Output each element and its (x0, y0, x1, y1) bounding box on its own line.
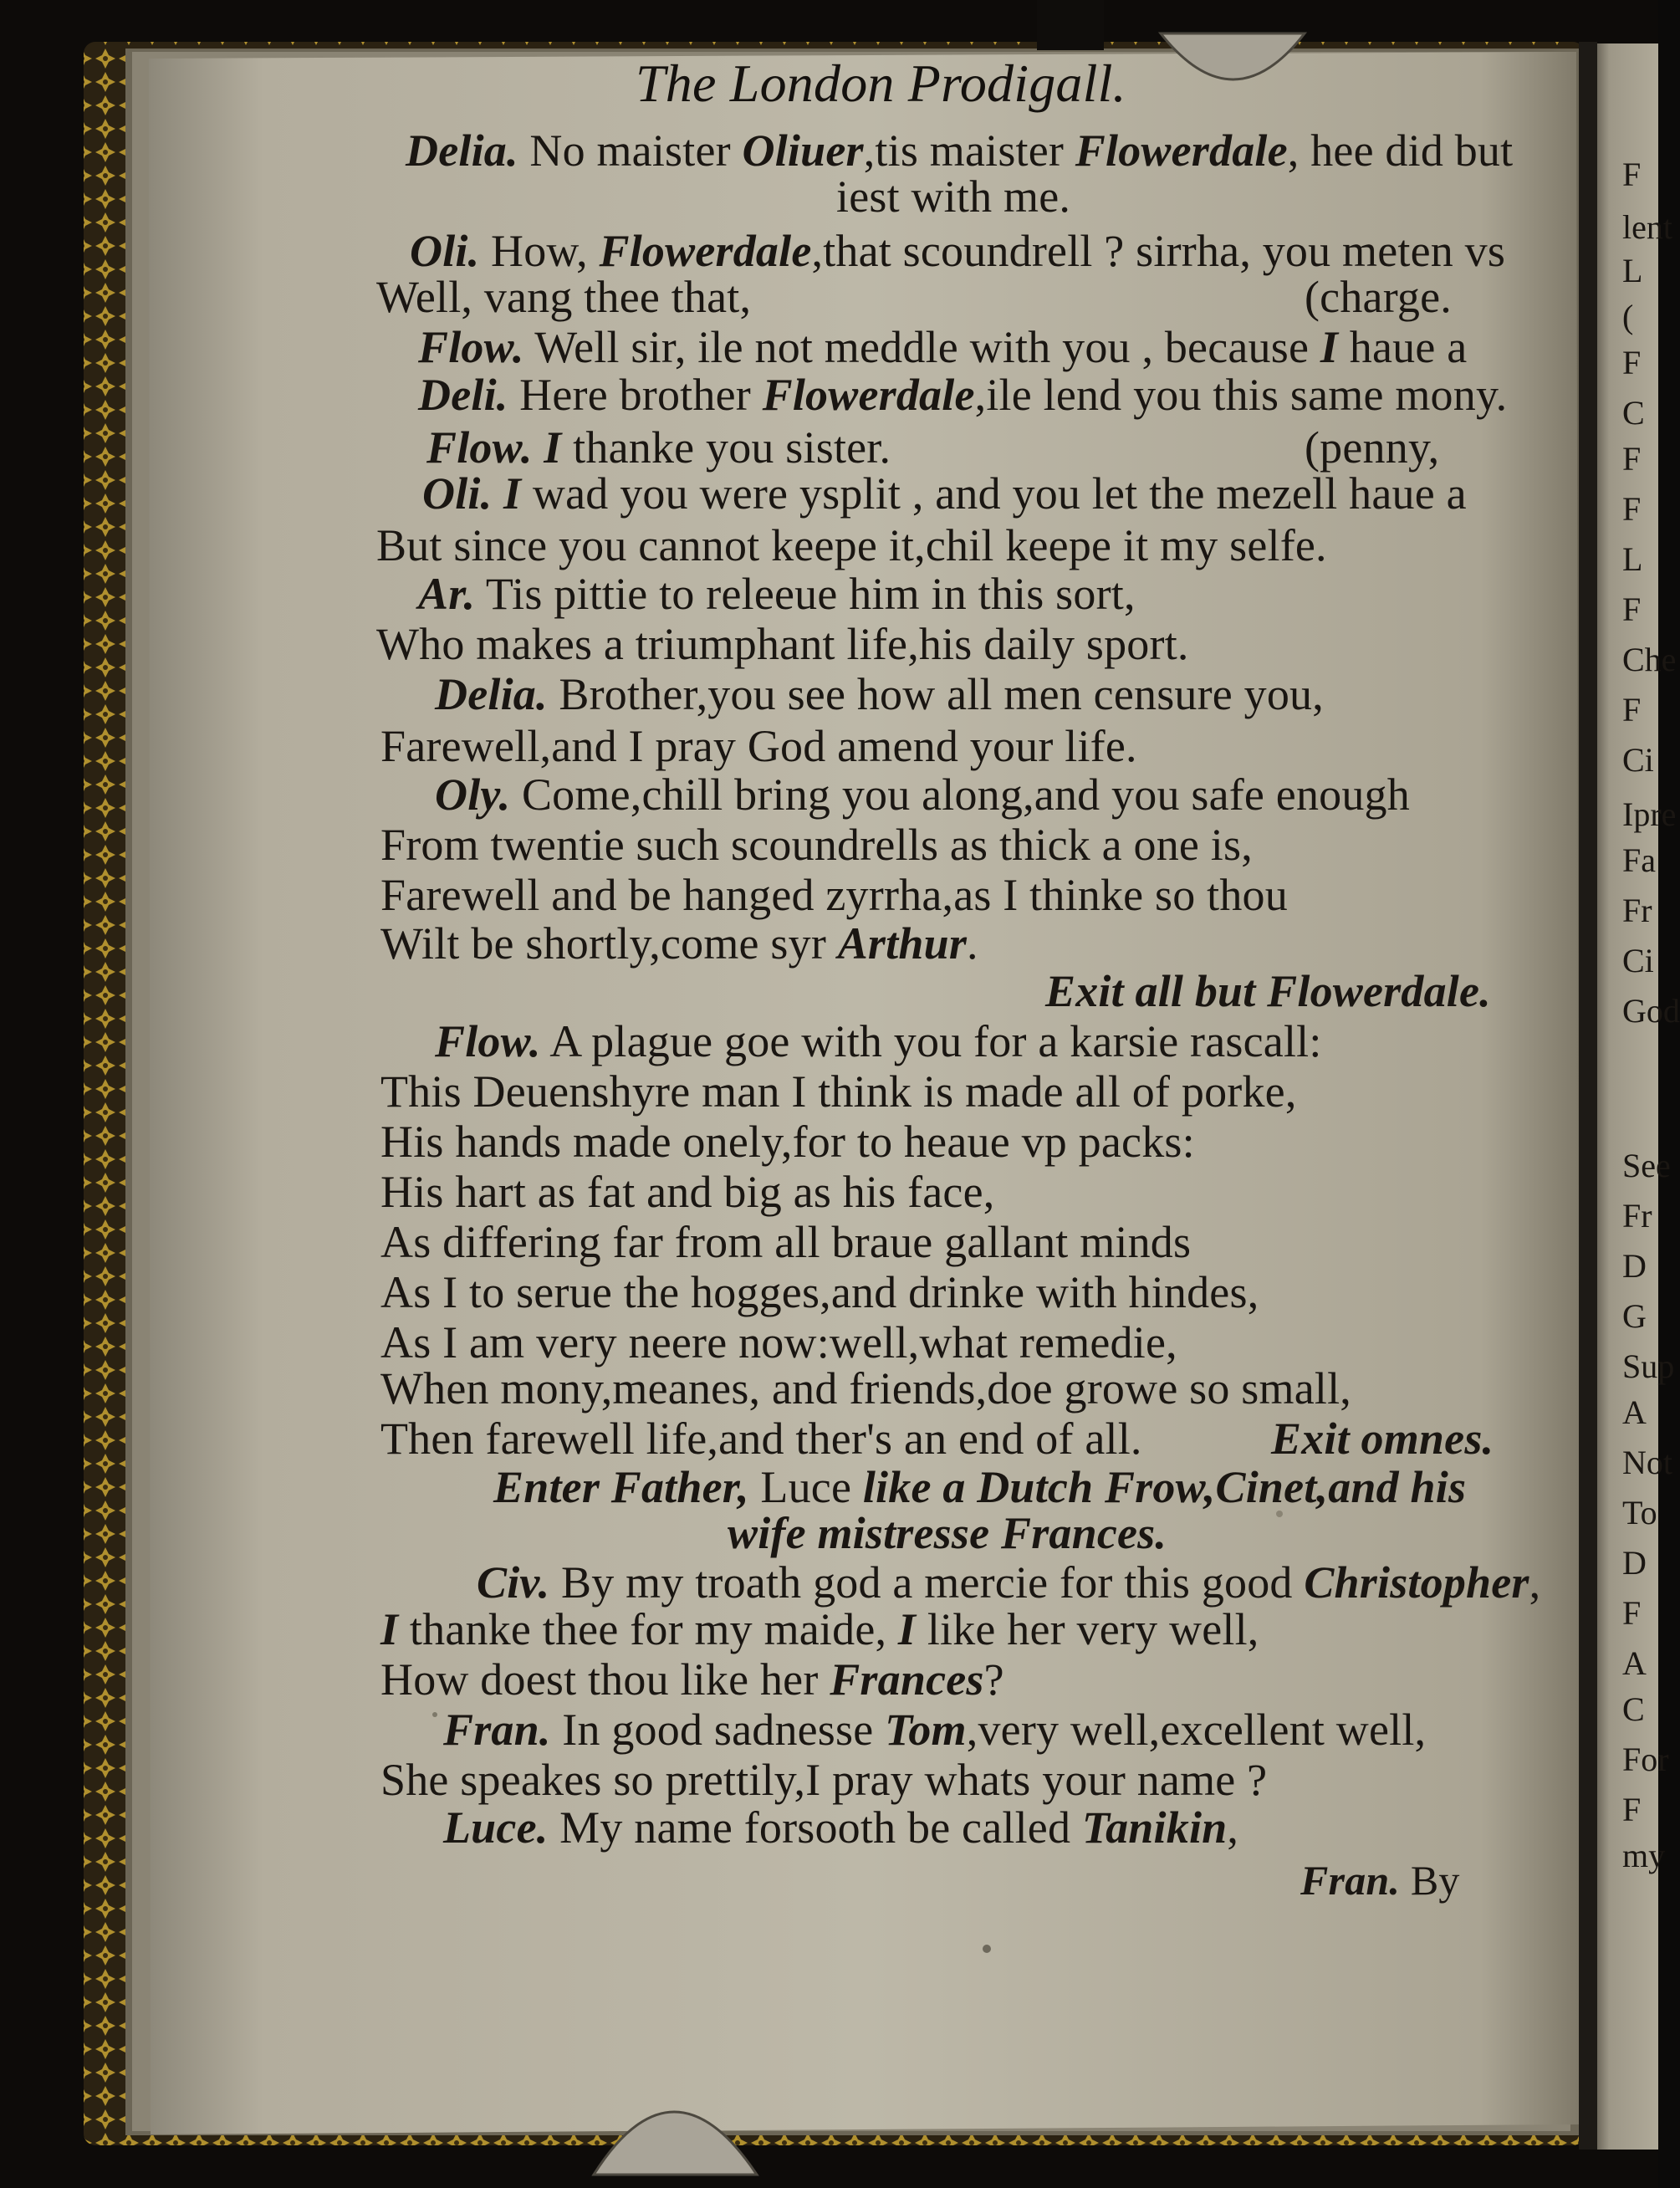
roman-text: My name forsooth be called (548, 1802, 1082, 1853)
text-line (380, 1066, 1297, 1117)
italic-text: like a Dutch Frow,Cinet,and his (851, 1462, 1467, 1512)
italic-text: I (380, 1604, 399, 1654)
roman-text: How, (479, 226, 600, 276)
roman-text: thanke you sister. (561, 422, 891, 473)
text-line (836, 171, 1070, 222)
roman-text: In good sadnesse (550, 1705, 886, 1755)
text-line (380, 1117, 1195, 1167)
catchword (1300, 1855, 1460, 1905)
italic-text: Arthur (837, 918, 968, 969)
roman-text: thanke thee for my maide, (398, 1604, 898, 1654)
stage-direction: Exit omnes. (1271, 1414, 1494, 1464)
roman-text: Who makes a triumphant life,his daily sport. (376, 619, 1189, 669)
speaker-name: Fran. (443, 1705, 551, 1755)
text-line (380, 1414, 1142, 1464)
roman-text: When mony,meanes, and friends,doe growe so small, (380, 1363, 1351, 1414)
margin-fragment: my (1622, 1837, 1666, 1874)
text-line (435, 1016, 1322, 1066)
roman-text: No maister (518, 125, 743, 176)
roman-text: iest with me. (836, 171, 1071, 222)
text-line (380, 1167, 994, 1217)
margin-fragment: F (1622, 1791, 1642, 1828)
roman-text: As I am very neere now:well,what remedie, (380, 1317, 1177, 1368)
speaker-name: Ar. (418, 569, 476, 619)
margin-fragment: Che (1622, 641, 1677, 678)
margin-fragment: F (1622, 691, 1642, 728)
text-line (380, 1604, 1259, 1654)
speaker-name: Civ. (477, 1557, 550, 1608)
italic-text: Flowerdale (762, 370, 975, 420)
speaker-name: Flow. (435, 1016, 541, 1066)
text-line (435, 669, 1324, 719)
text-line (406, 125, 1513, 176)
roman-text: A plague goe with you for a karsie rascall: (540, 1016, 1322, 1066)
margin-fragment: For (1622, 1741, 1669, 1778)
margin-fragment: Ci (1622, 741, 1654, 779)
text-line (418, 322, 1467, 372)
roman-text: But since you cannot keepe it,chil keepe it my selfe. (376, 520, 1327, 570)
italic-text: Enter Father, (493, 1462, 761, 1512)
turnover-text: (charge. (1305, 272, 1452, 322)
roman-text: From twentie such scoundrells as thick a one is, (380, 820, 1253, 870)
italic-text: Exit all but Flowerdale. (1045, 966, 1491, 1016)
roman-text: Wilt be shortly,come syr (380, 918, 838, 969)
italic-text: I (503, 468, 522, 519)
margin-fragment: See (1622, 1147, 1671, 1184)
text-line (376, 619, 1189, 669)
roman-text: How doest thou like her (380, 1654, 830, 1705)
text-line (380, 918, 978, 969)
text-line (426, 422, 891, 473)
roman-text: Here brother (508, 370, 763, 420)
italic-text: I (1320, 322, 1339, 372)
roman-text: Brother,you see how all men censure you, (547, 669, 1324, 719)
margin-fragment: A (1622, 1644, 1647, 1682)
roman-text: ? (983, 1654, 1004, 1705)
text-line (380, 1654, 1004, 1705)
speaker-name: Oli. (410, 226, 480, 276)
roman-text: Come,chill bring you along,and you safe enough (510, 769, 1410, 820)
text-line (410, 226, 1505, 276)
margin-fragment: G (1622, 1297, 1647, 1335)
roman-text: , (1529, 1557, 1541, 1608)
italic-text: Flowerdale (1075, 125, 1288, 176)
italic-text: Flowerdale (599, 226, 812, 276)
margin-fragment: ( (1622, 298, 1634, 335)
speaker-name: Oly. (435, 769, 511, 820)
italic-text: Christopher (1304, 1557, 1529, 1608)
roman-text: ,ile lend you this same mony. (974, 370, 1508, 420)
speaker-name: Flow. (418, 322, 524, 372)
catchword-speaker: Fran. (1300, 1857, 1401, 1904)
roman-text: As differing far from all braue gallant minds (380, 1217, 1192, 1267)
speaker-name: Delia. (406, 125, 518, 176)
italic-text: Tanikin (1081, 1802, 1228, 1853)
roman-text: , hee did but (1287, 125, 1514, 176)
text-line (380, 1217, 1191, 1267)
margin-fragment: Not (1622, 1444, 1672, 1481)
text-line (418, 569, 1136, 619)
roman-text: His hands made onely,for to heaue vp packs: (380, 1117, 1195, 1167)
speaker-name: Oli. (422, 468, 493, 519)
text-line (443, 1705, 1426, 1755)
italic-text: Frances (830, 1654, 984, 1705)
italic-text: Oliuer (742, 125, 864, 176)
roman-text: Farewell,and I pray God amend your life. (380, 721, 1137, 771)
margin-fragment: L (1622, 252, 1643, 289)
roman-text: Then farewell life,and ther's an end of all. (380, 1414, 1142, 1464)
margin-fragment: Ci (1622, 942, 1654, 979)
roman-text: , (1227, 1802, 1239, 1853)
roman-text (533, 422, 544, 473)
italic-text: wife mistresse Frances. (728, 1508, 1167, 1558)
margin-fragment: Fr (1622, 1197, 1652, 1235)
text-line (477, 1557, 1540, 1608)
margin-fragment: D (1622, 1247, 1647, 1285)
roman-text: haue a (1338, 322, 1468, 372)
roman-text: Well, vang thee that, (376, 272, 752, 322)
text-line (380, 1317, 1177, 1368)
speaker-name: Luce. (443, 1802, 549, 1853)
margin-fragment: lent (1622, 208, 1672, 246)
text-line (380, 870, 1288, 920)
roman-text: ,that scoundrell ? sirrha, you meten vs (811, 226, 1506, 276)
text-line (728, 1508, 1167, 1558)
roman-text: . (967, 918, 978, 969)
roman-text (492, 468, 503, 519)
text-line (380, 820, 1253, 870)
roman-text: His hart as fat and big as his face, (380, 1167, 995, 1217)
text-line (435, 769, 1410, 820)
roman-text: Tis pittie to releeue him in this sort, (475, 569, 1136, 619)
margin-fragment: Ipre (1622, 795, 1677, 833)
margin-fragment: C (1622, 1690, 1645, 1728)
margin-fragment: L (1622, 540, 1643, 578)
margin-fragment: Fr (1622, 892, 1652, 929)
text-line (380, 1363, 1351, 1414)
roman-text: This Deuenshyre man I think is made all of porke, (380, 1066, 1297, 1117)
text-line (1045, 966, 1491, 1016)
margin-fragment: Sup (1622, 1347, 1675, 1385)
turnover-text: (penny, (1305, 422, 1440, 473)
speaker-name: Delia. (435, 669, 548, 719)
speaker-name: Deli. (418, 370, 508, 420)
text-line (380, 1755, 1267, 1805)
roman-text: ,tis maister (863, 125, 1075, 176)
text-line (418, 370, 1507, 420)
text-line (493, 1462, 1466, 1512)
roman-text: By my troath god a mercie for this good (549, 1557, 1305, 1608)
speaker-name: Flow. (426, 422, 533, 473)
margin-fragment: God (1622, 992, 1680, 1030)
margin-fragment: F (1622, 344, 1642, 381)
margin-fragment: F (1622, 490, 1642, 528)
roman-text: Luce (760, 1462, 852, 1512)
text-line (443, 1802, 1238, 1853)
margin-fragment: F (1622, 1594, 1642, 1632)
roman-text: Well sir, ile not meddle with you , because (523, 322, 1320, 372)
text-line (376, 272, 751, 322)
italic-text: I (897, 1604, 917, 1654)
margin-fragment: F (1622, 440, 1642, 478)
roman-text: She speakes so prettily,I pray whats your name ? (380, 1755, 1268, 1805)
margin-fragment: F (1622, 156, 1642, 193)
text-line (422, 468, 1467, 519)
roman-text: Farewell and be hanged zyrrha,as I thinke so thou (380, 870, 1288, 920)
margin-fragment: C (1622, 394, 1645, 432)
margin-fragment: F (1622, 590, 1642, 628)
roman-text: wad you were ysplit , and you let the mezell haue a (521, 468, 1467, 519)
roman-text: ,very well,excellent well, (966, 1705, 1427, 1755)
roman-text: As I to serue the hogges,and drinke with hindes, (380, 1267, 1259, 1317)
catchword-word: By (1410, 1857, 1460, 1904)
text-line (380, 721, 1137, 771)
text-line (376, 520, 1327, 570)
margin-fragment: Fa (1622, 841, 1656, 879)
italic-text: Tom (885, 1705, 967, 1755)
margin-fragment: To (1622, 1494, 1657, 1531)
margin-fragment: D (1622, 1544, 1647, 1582)
margin-fragment: A (1622, 1393, 1647, 1431)
running-head: The London Prodigall. (636, 54, 1126, 113)
text-line (380, 1267, 1259, 1317)
italic-text: I (544, 422, 562, 473)
roman-text: like her very well, (916, 1604, 1259, 1654)
